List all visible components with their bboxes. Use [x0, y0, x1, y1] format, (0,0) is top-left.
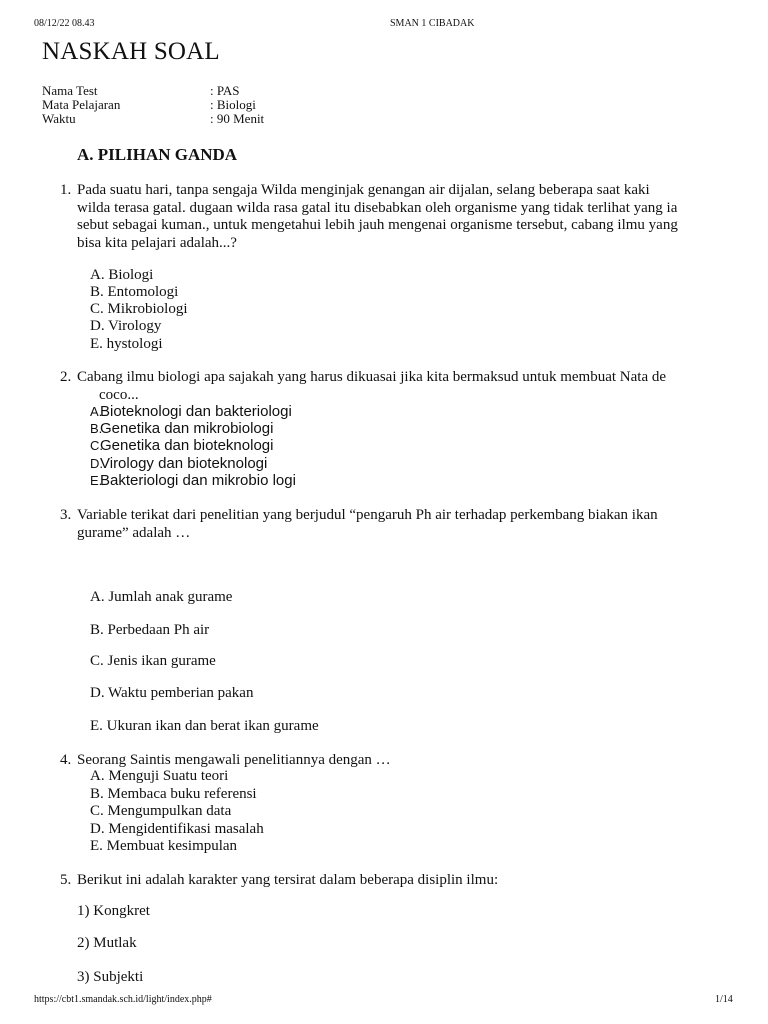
option-letter: D. [90, 456, 103, 471]
option-b: B. Entomologi [90, 284, 179, 300]
option-a: A. Menguji Suatu teori [90, 768, 229, 784]
print-url: https://cbt1.smandak.sch.id/light/index.php# [34, 994, 212, 1005]
question-line: sebut sebagai kuman., untuk mengetahui lebih jauh mengenai organisme tersebut, cabang ilmu yang [77, 217, 678, 233]
option-b: B. Membaca buku referensi [90, 786, 257, 802]
option-c [90, 437, 273, 454]
print-datetime: 08/12/22 08.43 [34, 18, 95, 29]
info-value-subject: : Biologi [210, 97, 256, 112]
info-label-test-name: Nama Test [42, 83, 98, 98]
statement-item: 3) Subjekti [77, 969, 144, 985]
question-line: gurame” adalah … [77, 525, 191, 541]
page-title: NASKAH SOAL [42, 38, 220, 65]
question-number: 2. [60, 369, 72, 385]
option-text: Genetika dan bioteknologi [100, 437, 274, 454]
option-b: B. Perbedaan Ph air [90, 622, 210, 638]
question-line: Cabang ilmu biologi apa sajakah yang harus dikuasai jika kita bermaksud untuk membuat Nata de [77, 369, 667, 385]
option-d: D. Mengidentifikasi masalah [90, 821, 264, 837]
option-a: A. Biologi [90, 267, 154, 283]
option-e: E. Membuat kesimpulan [90, 838, 238, 854]
option-e: E. Ukuran ikan dan berat ikan gurame [90, 718, 319, 734]
question-line: coco... [99, 387, 139, 403]
option-d [90, 455, 267, 472]
option-b [90, 420, 273, 437]
question-number: 1. [60, 182, 72, 198]
option-letter: A. [90, 404, 103, 419]
option-text: Bioteknologi dan bakteriologi [100, 403, 292, 420]
question-line: Berikut ini adalah karakter yang tersirat dalam beberapa disiplin ilmu: [77, 872, 499, 888]
option-c: C. Mikrobiologi [90, 301, 188, 317]
option-e [90, 472, 296, 489]
info-label-subject: Mata Pelajaran [42, 97, 121, 112]
option-a [90, 403, 292, 420]
option-d: D. Virology [90, 318, 162, 334]
option-text: Bakteriologi dan mikrobio logi [100, 472, 296, 489]
option-letter: C. [90, 438, 103, 453]
option-text: Genetika dan mikrobiologi [100, 420, 274, 437]
option-d: D. Waktu pemberian pakan [90, 685, 254, 701]
option-a: A. Jumlah anak gurame [90, 589, 233, 605]
option-text: Virology dan bioteknologi [100, 455, 268, 472]
statement-item: 2) Mutlak [77, 935, 137, 951]
statement-item: 1) Kongkret [77, 903, 150, 919]
info-value-test-name: : PAS [210, 83, 240, 98]
info-label-time: Waktu [42, 111, 76, 126]
section-title: A. PILIHAN GANDA [77, 145, 238, 164]
option-e: E. hystologi [90, 336, 163, 352]
option-letter: E. [90, 473, 103, 488]
print-school-name: SMAN 1 CIBADAK [390, 18, 475, 29]
info-value-time: : 90 Menit [210, 111, 265, 126]
question-number: 4. [60, 752, 72, 768]
page-number: 1/14 [715, 994, 733, 1005]
question-number: 3. [60, 507, 72, 523]
question-line: bisa kita pelajari adalah...? [77, 235, 237, 251]
question-line: Variable terikat dari penelitian yang berjudul “pengaruh Ph air terhadap perkembang biakan ikan [77, 507, 658, 523]
question-line: wilda terasa gatal. dugaan wilda rasa gatal itu disebabkan oleh organisme yang tidak terlihat yang ia [77, 200, 678, 216]
question-number: 5. [60, 872, 72, 888]
question-line: Pada suatu hari, tanpa sengaja Wilda menginjak genangan air dijalan, selang beberapa saat kaki [77, 182, 650, 198]
option-letter: B. [90, 421, 103, 436]
option-c: C. Jenis ikan gurame [90, 653, 216, 669]
question-line: Seorang Saintis mengawali penelitiannya dengan … [77, 752, 391, 768]
option-c: C. Mengumpulkan data [90, 803, 232, 819]
